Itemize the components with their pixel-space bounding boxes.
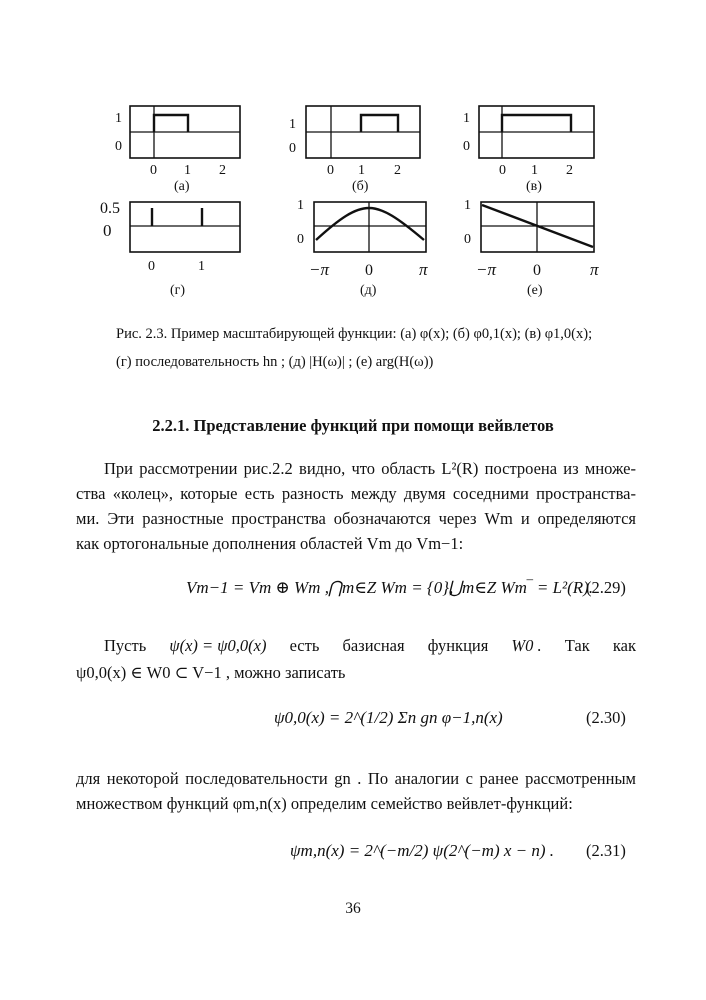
- x-tick: −π: [476, 260, 496, 279]
- panel-label: (а): [174, 179, 190, 194]
- word: как: [612, 636, 636, 655]
- equation-number: (2.29): [586, 578, 626, 597]
- page-number: 36: [345, 900, 361, 917]
- text-line: ψ0,0(x) ∈ W0 ⊂ V−1 , можно записать: [76, 663, 346, 682]
- y-tick: 1: [464, 198, 471, 213]
- x-tick: 1: [184, 163, 191, 178]
- x-tick: 2: [566, 163, 573, 178]
- y-tick: 1: [297, 198, 304, 213]
- y-tick: 0: [103, 221, 112, 240]
- equation-2-31: ψm,n(x) = 2^(−m/2) ψ(2^(−m) x − n) .: [290, 841, 555, 860]
- x-tick: 2: [219, 163, 226, 178]
- text-line: множеством функций φm,n(x) определим семейство вейвлет-функций:: [76, 794, 573, 813]
- paragraph-3: [76, 766, 636, 816]
- x-tick: 0: [365, 262, 373, 279]
- paragraph-2: [76, 633, 636, 685]
- word: ψ(x) = ψ0,0(x): [169, 636, 267, 655]
- text-line: [76, 633, 636, 658]
- panel-c: [463, 106, 594, 194]
- y-tick: 1: [115, 111, 122, 126]
- x-tick: 0: [150, 163, 157, 178]
- step-curve: [361, 115, 398, 132]
- panel-label: (в): [526, 179, 542, 194]
- y-tick: 0: [463, 139, 470, 154]
- x-tick: 0: [148, 259, 155, 274]
- panel-label: (д): [360, 283, 377, 298]
- panel-label: (б): [352, 179, 369, 194]
- word: Пусть: [104, 636, 147, 655]
- equation-number: (2.31): [586, 841, 626, 860]
- x-tick: π: [419, 260, 428, 279]
- word: W0 .: [511, 636, 542, 655]
- x-tick: −π: [309, 260, 329, 279]
- x-tick: 0: [533, 262, 541, 279]
- panel-d: [100, 200, 240, 298]
- panel-label: (е): [527, 283, 543, 298]
- y-tick: 0: [464, 232, 471, 247]
- x-tick: 0: [327, 163, 334, 178]
- y-tick: 1: [463, 111, 470, 126]
- word: базисная: [342, 636, 405, 655]
- section-heading: 2.2.1. Представление функций при помощи вейвлетов: [152, 416, 554, 435]
- figure-2-3: [0, 0, 706, 310]
- equation-2-30: ψ0,0(x) = 2^(1/2) Σn gn φ−1,n(x): [274, 708, 503, 727]
- text-line: ми. Эти разностные пространства обозначаются через Wm и определяются: [76, 509, 636, 528]
- y-tick: 0.5: [100, 200, 120, 217]
- equation-2-29: [186, 578, 636, 608]
- text-line: для некоторой последовательности gn . По аналогии с ранее рассмотренным: [76, 769, 636, 788]
- panel-b: [289, 106, 420, 194]
- panel-e: [297, 198, 428, 298]
- x-tick: 0: [499, 163, 506, 178]
- x-tick: 1: [198, 259, 205, 274]
- caption-line-2: (г) последовательность hn ; (д) |H(ω)| ; (е) arg(H(ω)): [116, 354, 434, 370]
- paragraph-1: [76, 456, 636, 556]
- panel-a: [115, 106, 240, 194]
- text-line: как ортогональные дополнения областей Vm до Vm−1:: [76, 534, 464, 553]
- equation-number: (2.30): [586, 708, 626, 727]
- figure-caption: [116, 324, 636, 372]
- word: функция: [427, 636, 489, 655]
- y-tick: 0: [115, 139, 122, 154]
- text-line: ства «колец», которые есть разность между двумя соседними пространства-: [76, 484, 636, 503]
- x-tick: 2: [394, 163, 401, 178]
- y-tick: 0: [297, 232, 304, 247]
- y-tick: 1: [289, 117, 296, 132]
- word: есть: [289, 636, 320, 655]
- caption-line-1: Рис. 2.3. Пример масштабирующей функции: (а) φ(x); (б) φ0,1(x); (в) φ1,0(x);: [116, 326, 593, 342]
- eq-part: Vm−1 = Vm ⊕ Wm ,: [186, 578, 329, 597]
- eq-part: ⋂m∈Z Wm = {0},: [328, 578, 454, 597]
- word: Так: [564, 636, 590, 655]
- x-tick: π: [590, 260, 599, 279]
- step-curve: [502, 115, 571, 132]
- step-curve: [154, 115, 188, 132]
- panel-label: (г): [170, 283, 186, 298]
- x-tick: 1: [358, 163, 365, 178]
- x-tick: 1: [531, 163, 538, 178]
- y-tick: 0: [289, 141, 296, 156]
- panel-f: [464, 198, 599, 298]
- text-line: При рассмотрении рис.2.2 видно, что область L²(R) построена из множе-: [104, 459, 636, 478]
- eq-part: ⋃m∈Z Wm‾ = L²(R).: [448, 578, 594, 597]
- magnitude-curve: [316, 208, 424, 240]
